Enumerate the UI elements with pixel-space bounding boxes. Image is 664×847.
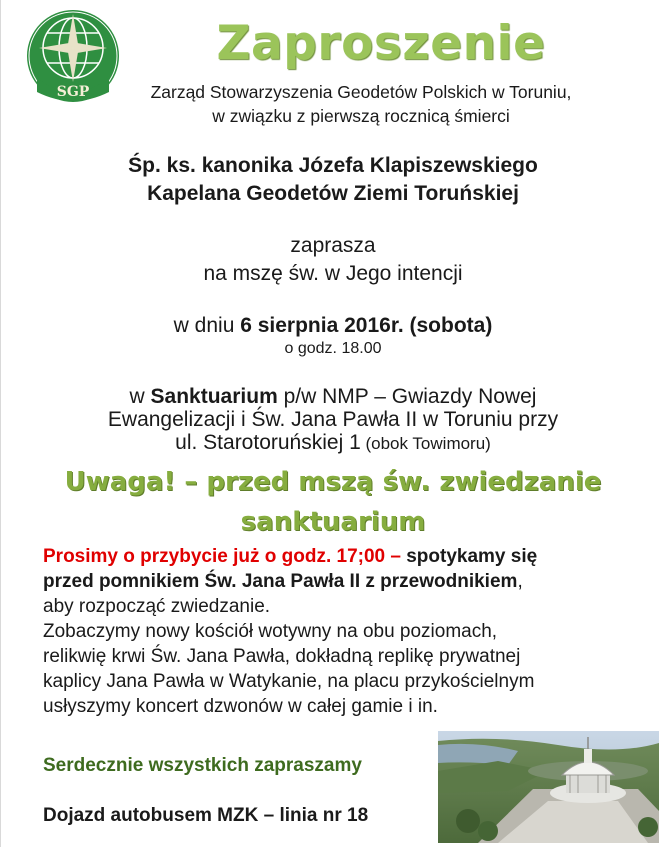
place-name: Sanktuarium	[150, 385, 278, 408]
invite-line-2: na mszę św. w Jego intencji	[203, 262, 463, 285]
details-line-4: Zobaczymy nowy kościół wotywny na obu poziomach,	[43, 621, 498, 642]
place-line-1	[41, 385, 625, 408]
invite-line-1: zaprasza	[290, 234, 376, 257]
honoree-line-2: Kapelana Geodetów Ziemi Toruńskiej	[147, 182, 519, 205]
date-value: 6 sierpnia 2016r. (sobota)	[240, 314, 493, 337]
place-prefix: w	[129, 385, 151, 408]
details-line-3: aby rozpocząć zwiedzanie.	[43, 596, 271, 617]
event-time: o godz. 18.00	[284, 340, 382, 357]
honoree-line-1: Śp. ks. kanonika Józefa Klapiszewskiego	[128, 154, 538, 177]
honoree-name	[41, 152, 625, 208]
details-line-6: kaplicy Jana Pawła w Watykanie, na placu przykościelnym	[43, 671, 535, 692]
details-line-2	[43, 569, 643, 594]
arrival-time: Prosimy o przybycie już o godz. 17;00 –	[43, 546, 401, 567]
event-place	[41, 385, 625, 455]
place-line-3	[41, 431, 625, 455]
place-street: ul. Starotoruńskiej 1	[175, 431, 361, 454]
notice-heading	[31, 462, 635, 542]
intro-line-2: w związku z pierwszą rocznicą śmierci	[212, 106, 510, 126]
details-line-7: usłyszymy koncert dzwonów w całej gamie i in.	[43, 696, 438, 717]
closing-text: Serdecznie wszystkich zapraszamy	[43, 755, 362, 776]
place-rest: p/w NMP – Gwiazdy Nowej	[277, 385, 537, 408]
bus-info: Dojazd autobusem MZK – linia nr 18	[43, 805, 369, 826]
notice-line-1: Uwaga! – przed mszą św. zwiedzanie	[64, 467, 602, 497]
details-text	[43, 544, 643, 719]
details-line-1	[43, 544, 643, 569]
page-title: Zaproszenie	[216, 16, 546, 71]
logo-text: SGP	[56, 84, 90, 100]
details-comma: ,	[517, 571, 523, 592]
meeting-text: spotykamy się	[400, 546, 538, 567]
intro-text	[101, 80, 621, 128]
meeting-place: przed pomnikiem Św. Jana Pawła II z przewodnikiem	[43, 571, 518, 592]
date-prefix: w dniu	[173, 314, 241, 337]
place-landmark: (obok Towimoru)	[360, 434, 491, 453]
place-line-2: Ewangelizacji i Św. Jana Pawła II w Toruniu przy	[107, 408, 559, 431]
event-date	[41, 312, 625, 340]
sanctuary-photo	[438, 731, 659, 843]
details-line-5: relikwię krwi Św. Jana Pawła, dokładną replikę prywatnej	[43, 646, 521, 667]
intro-line-1: Zarząd Stowarzyszenia Geodetów Polskich w Toruniu,	[150, 82, 572, 102]
notice-line-2: sanktuarium	[240, 507, 426, 537]
invite-text	[41, 232, 625, 288]
